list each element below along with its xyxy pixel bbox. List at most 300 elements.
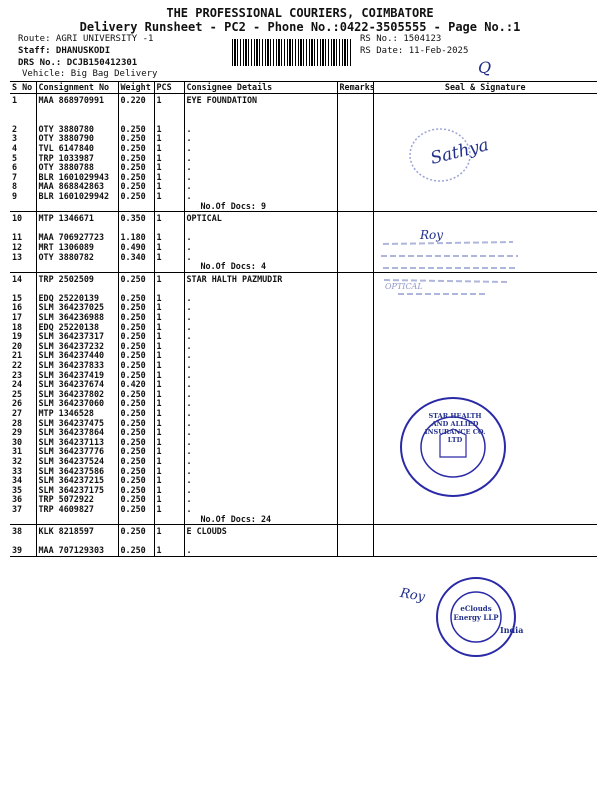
row-consignment: SLM 364237864 (36, 428, 118, 438)
table-row (10, 380, 597, 390)
row-weight: 0.250 (118, 428, 154, 438)
row-weight: 0.250 (118, 525, 154, 537)
row-consignee: . (184, 125, 337, 135)
row-sno: 17 (10, 313, 36, 323)
table-row (10, 154, 597, 164)
star-health-seal (398, 395, 508, 500)
row-weight: 0.250 (118, 303, 154, 313)
table-row (10, 438, 597, 448)
row-weight: 0.250 (118, 182, 154, 192)
row-consignment: TRP 2502509 (36, 272, 118, 284)
row-seal (373, 525, 597, 537)
row-seal (373, 332, 597, 342)
row-remarks (337, 272, 373, 284)
row-pcs: 1 (154, 94, 184, 106)
row-sno: 26 (10, 399, 36, 409)
row-pcs: 1 (154, 294, 184, 304)
row-consignment: MAA 868842863 (36, 182, 118, 192)
docs-row-cell (154, 262, 184, 272)
row-remarks (337, 361, 373, 371)
row-consignee: . (184, 546, 337, 556)
row-consignment: SLM 364237113 (36, 438, 118, 448)
row-weight: 0.250 (118, 390, 154, 400)
row-pcs: 1 (154, 303, 184, 313)
row-consignee: . (184, 457, 337, 467)
row-sno: 1 (10, 94, 36, 106)
row-sno: 10 (10, 212, 36, 224)
row-seal (373, 546, 597, 556)
table-row (10, 419, 597, 429)
row-sno: 14 (10, 272, 36, 284)
spacer-cell (337, 284, 373, 294)
row-consignment: SLM 364237025 (36, 303, 118, 313)
row-weight: 0.250 (118, 323, 154, 333)
row-remarks (337, 438, 373, 448)
row-seal (373, 380, 597, 390)
row-sno: 20 (10, 342, 36, 352)
row-remarks (337, 467, 373, 477)
optical-stamp-text: OPTICAL (385, 282, 423, 291)
row-pcs: 1 (154, 525, 184, 537)
row-weight: 0.250 (118, 125, 154, 135)
row-sno: 9 (10, 192, 36, 202)
row-sno: 38 (10, 525, 36, 537)
row-sno: 18 (10, 323, 36, 333)
row-remarks (337, 371, 373, 381)
row-remarks (337, 428, 373, 438)
company-title: THE PROFESSIONAL COURIERS, COIMBATORE (166, 6, 434, 20)
row-consignment: MAA 706927723 (36, 233, 118, 243)
row-consignment: EDQ 25220138 (36, 323, 118, 333)
row-seal (373, 361, 597, 371)
row-pcs: 1 (154, 212, 184, 224)
spacer-cell (154, 537, 184, 547)
col-pcs: PCS (154, 81, 184, 94)
row-sno: 34 (10, 476, 36, 486)
row-consignee: . (184, 495, 337, 505)
row-consignee: . (184, 505, 337, 515)
docs-row-cell (154, 202, 184, 212)
row-remarks (337, 134, 373, 144)
row-weight: 0.250 (118, 313, 154, 323)
row-sno: 15 (10, 294, 36, 304)
docs-row-cell (373, 202, 597, 212)
row-remarks (337, 313, 373, 323)
row-consignee: . (184, 154, 337, 164)
eclouds-signature: Roy (398, 585, 427, 606)
row-sno: 27 (10, 409, 36, 419)
row-consignment: SLM 364237440 (36, 351, 118, 361)
table-row (10, 332, 597, 342)
row-remarks (337, 351, 373, 361)
row-consignment: OTY 3880782 (36, 253, 118, 263)
row-pcs: 1 (154, 173, 184, 183)
docs-row-cell (337, 202, 373, 212)
row-consignment: MRT 1306089 (36, 243, 118, 253)
row-pcs: 1 (154, 428, 184, 438)
row-consignee: STAR HALTH PAZMUDIR (184, 272, 337, 284)
spacer-cell (154, 284, 184, 294)
row-remarks (337, 94, 373, 106)
row-seal (373, 371, 597, 381)
handwritten-initials: Q (478, 58, 492, 77)
optical-stamp (378, 232, 523, 302)
docs-row-cell (36, 202, 118, 212)
table-row (10, 342, 597, 352)
row-consignment: SLM 364237802 (36, 390, 118, 400)
table-row (10, 182, 597, 192)
row-weight: 0.250 (118, 332, 154, 342)
docs-row-cell (118, 262, 154, 272)
row-consignment: MTP 1346528 (36, 409, 118, 419)
row-weight: 0.250 (118, 163, 154, 173)
row-weight: 0.350 (118, 212, 154, 224)
docs-row-cell (337, 515, 373, 525)
col-sno: S No (10, 81, 36, 94)
row-remarks (337, 495, 373, 505)
row-remarks (337, 332, 373, 342)
row-weight: 0.250 (118, 361, 154, 371)
row-consignment: TRP 1033987 (36, 154, 118, 164)
row-pcs: 1 (154, 419, 184, 429)
row-remarks (337, 243, 373, 253)
row-pcs: 1 (154, 505, 184, 515)
row-consignee: . (184, 351, 337, 361)
spacer-cell (373, 115, 597, 125)
row-sno: 12 (10, 243, 36, 253)
row-weight: 0.490 (118, 243, 154, 253)
spacer-cell (10, 224, 36, 234)
optical-signature: Roy (420, 228, 444, 242)
row-consignment: SLM 364237419 (36, 371, 118, 381)
row-consignment: KLK 8218597 (36, 525, 118, 537)
row-pcs: 1 (154, 380, 184, 390)
table-row (10, 525, 597, 537)
row-consignee: . (184, 144, 337, 154)
row-weight: 0.250 (118, 546, 154, 556)
row-consignment: OTY 3880790 (36, 134, 118, 144)
row-consignment: TRP 4609827 (36, 505, 118, 515)
table-row (10, 467, 597, 477)
spacer-cell (10, 537, 36, 547)
row-consignment: SLM 364237674 (36, 380, 118, 390)
table-header-row (10, 81, 597, 94)
row-consignment: SLM 364237232 (36, 342, 118, 352)
row-consignment: SLM 364237475 (36, 419, 118, 429)
spacer-cell (118, 106, 154, 116)
row-remarks (337, 253, 373, 263)
table-row (10, 351, 597, 361)
row-seal (373, 94, 597, 106)
spacer-cell (10, 115, 36, 125)
docs-count: No.Of Docs: 24 (184, 515, 337, 525)
row-pcs: 1 (154, 399, 184, 409)
row-sno: 7 (10, 173, 36, 183)
row-sno: 24 (10, 380, 36, 390)
table-row (10, 505, 597, 515)
spacer-cell (373, 106, 597, 116)
docs-row-cell (337, 262, 373, 272)
row-sno: 32 (10, 457, 36, 467)
row-seal (373, 323, 597, 333)
row-weight: 0.250 (118, 486, 154, 496)
docs-row-cell (118, 515, 154, 525)
table-row (10, 212, 597, 224)
row-consignee: . (184, 371, 337, 381)
row-pcs: 1 (154, 351, 184, 361)
docs-row-cell (154, 515, 184, 525)
spacer-cell (36, 284, 118, 294)
spacer-cell (36, 115, 118, 125)
spacer-row (10, 537, 597, 547)
row-remarks (337, 125, 373, 135)
row-consignee: . (184, 182, 337, 192)
row-weight: 0.250 (118, 134, 154, 144)
table-row (10, 173, 597, 183)
row-consignment: MTP 1346671 (36, 212, 118, 224)
row-weight: 0.250 (118, 144, 154, 154)
table-row (10, 399, 597, 409)
spacer-cell (36, 106, 118, 116)
table-row (10, 546, 597, 556)
spacer-cell (184, 284, 337, 294)
row-consignee: OPTICAL (184, 212, 337, 224)
spacer-cell (337, 106, 373, 116)
row-remarks (337, 182, 373, 192)
row-consignment: MAA 707129303 (36, 546, 118, 556)
row-sno: 5 (10, 154, 36, 164)
row-consignee: . (184, 332, 337, 342)
rs-date-label: RS Date: 11-Feb-2025 (360, 46, 469, 56)
row-sno: 21 (10, 351, 36, 361)
table-row (10, 134, 597, 144)
row-pcs: 1 (154, 144, 184, 154)
row-remarks (337, 409, 373, 419)
row-pcs: 1 (154, 163, 184, 173)
row-consignment: OTY 3880780 (36, 125, 118, 135)
drs-label: DRS No.: DCJB150412301 (18, 58, 138, 68)
row-remarks (337, 212, 373, 224)
row-consignment: OTY 3880788 (36, 163, 118, 173)
row-weight: 0.250 (118, 173, 154, 183)
row-consignee: . (184, 390, 337, 400)
row-consignment: BLR 1601029943 (36, 173, 118, 183)
spacer-cell (154, 106, 184, 116)
row-seal (373, 303, 597, 313)
table-row (10, 409, 597, 419)
row-weight: 0.250 (118, 476, 154, 486)
row-consignment: TVL 6147840 (36, 144, 118, 154)
row-seal (373, 192, 597, 202)
spacer-row (10, 106, 597, 116)
row-weight: 0.250 (118, 409, 154, 419)
row-weight: 0.250 (118, 192, 154, 202)
table-row (10, 495, 597, 505)
row-weight: 0.250 (118, 294, 154, 304)
spacer-row (10, 115, 597, 125)
row-consignee: . (184, 486, 337, 496)
row-consignment: BLR 1601029942 (36, 192, 118, 202)
table-row (10, 457, 597, 467)
eclouds-seal-country: India (500, 625, 524, 635)
row-pcs: 1 (154, 272, 184, 284)
docs-row-cell (36, 515, 118, 525)
row-pcs: 1 (154, 476, 184, 486)
spacer-cell (36, 537, 118, 547)
table-row (10, 323, 597, 333)
row-consignee: . (184, 192, 337, 202)
col-seal: Seal & Signature (373, 81, 597, 94)
row-weight: 0.250 (118, 505, 154, 515)
table-row (10, 303, 597, 313)
row-seal (373, 342, 597, 352)
row-pcs: 1 (154, 243, 184, 253)
row-consignment: MAA 868970991 (36, 94, 118, 106)
row-seal (373, 313, 597, 323)
row-remarks (337, 546, 373, 556)
col-weight: Weight (118, 81, 154, 94)
row-weight: 0.340 (118, 253, 154, 263)
row-consignment: SLM 364237317 (36, 332, 118, 342)
spacer-cell (154, 224, 184, 234)
row-sno: 35 (10, 486, 36, 496)
row-sno: 39 (10, 546, 36, 556)
row-remarks (337, 303, 373, 313)
row-remarks (337, 390, 373, 400)
vehicle-label: Vehicle: Big Bag Delivery (22, 69, 158, 79)
row-seal (373, 212, 597, 224)
row-remarks (337, 342, 373, 352)
row-pcs: 1 (154, 134, 184, 144)
docs-row-cell (10, 262, 36, 272)
row-consignee: . (184, 409, 337, 419)
docs-count: No.Of Docs: 4 (184, 262, 337, 272)
row-pcs: 1 (154, 457, 184, 467)
row-seal (373, 505, 597, 515)
table-row (10, 192, 597, 202)
row-sno: 19 (10, 332, 36, 342)
row-pcs: 1 (154, 390, 184, 400)
runsheet-table (10, 81, 597, 557)
row-weight: 0.250 (118, 154, 154, 164)
col-consignee: Consignee Details (184, 81, 337, 94)
row-pcs: 1 (154, 192, 184, 202)
row-weight: 0.250 (118, 447, 154, 457)
table-row (10, 390, 597, 400)
row-sno: 23 (10, 371, 36, 381)
row-consignee: . (184, 294, 337, 304)
row-remarks (337, 173, 373, 183)
spacer-cell (36, 224, 118, 234)
row-remarks (337, 505, 373, 515)
table-row (10, 144, 597, 154)
row-pcs: 1 (154, 495, 184, 505)
row-remarks (337, 525, 373, 537)
row-remarks (337, 399, 373, 409)
row-weight: 0.250 (118, 419, 154, 429)
row-sno: 25 (10, 390, 36, 400)
row-consignee: . (184, 233, 337, 243)
row-remarks (337, 476, 373, 486)
row-consignee: . (184, 323, 337, 333)
docs-count-row (10, 202, 597, 212)
table-row (10, 125, 597, 135)
row-sno: 37 (10, 505, 36, 515)
spacer-cell (184, 537, 337, 547)
row-pcs: 1 (154, 323, 184, 333)
row-pcs: 1 (154, 313, 184, 323)
row-weight: 0.250 (118, 351, 154, 361)
row-consignee: . (184, 163, 337, 173)
row-consignee: . (184, 447, 337, 457)
spacer-cell (118, 224, 154, 234)
row-weight: 0.250 (118, 342, 154, 352)
row-consignee: E CLOUDS (184, 525, 337, 537)
row-weight: 0.250 (118, 467, 154, 477)
sathya-signature: Sathya (428, 135, 491, 169)
row-sno: 8 (10, 182, 36, 192)
row-consignee: . (184, 361, 337, 371)
row-consignee: . (184, 173, 337, 183)
row-pcs: 1 (154, 154, 184, 164)
row-pcs: 1 (154, 361, 184, 371)
row-remarks (337, 486, 373, 496)
spacer-cell (154, 115, 184, 125)
spacer-cell (184, 224, 337, 234)
row-weight: 0.250 (118, 399, 154, 409)
row-sno: 16 (10, 303, 36, 313)
table-row (10, 447, 597, 457)
row-consignee: . (184, 419, 337, 429)
row-consignee: . (184, 342, 337, 352)
row-consignee: EYE FOUNDATION (184, 94, 337, 106)
row-remarks (337, 457, 373, 467)
row-pcs: 1 (154, 233, 184, 243)
star-health-seal-text: STAR HEALTH AND ALLIED INSURANCE CO. LTD (424, 412, 486, 444)
row-consignment: EDQ 25220139 (36, 294, 118, 304)
spacer-cell (118, 115, 154, 125)
row-pcs: 1 (154, 467, 184, 477)
row-consignment: SLM 364237833 (36, 361, 118, 371)
row-sno: 13 (10, 253, 36, 263)
row-pcs: 1 (154, 438, 184, 448)
row-consignment: SLM 364237586 (36, 467, 118, 477)
table-row (10, 94, 597, 106)
row-consignment: SLM 364236988 (36, 313, 118, 323)
row-pcs: 1 (154, 332, 184, 342)
spacer-cell (184, 115, 337, 125)
row-pcs: 1 (154, 486, 184, 496)
row-pcs: 1 (154, 409, 184, 419)
runsheet-title: Delivery Runsheet - PC2 - Phone No.:0422-3505555 - Page No.:1 (79, 20, 521, 34)
row-sno: 36 (10, 495, 36, 505)
row-sno: 30 (10, 438, 36, 448)
row-consignment: SLM 364237060 (36, 399, 118, 409)
table-row (10, 163, 597, 173)
docs-row-cell (118, 202, 154, 212)
row-consignment: SLM 364237524 (36, 457, 118, 467)
row-pcs: 1 (154, 253, 184, 263)
docs-row-cell (36, 262, 118, 272)
row-consignee: . (184, 313, 337, 323)
row-remarks (337, 419, 373, 429)
table-row (10, 486, 597, 496)
row-remarks (337, 192, 373, 202)
row-sno: 11 (10, 233, 36, 243)
row-consignee: . (184, 243, 337, 253)
rs-no-label: RS No.: 1504123 (360, 34, 442, 44)
row-consignee: . (184, 476, 337, 486)
